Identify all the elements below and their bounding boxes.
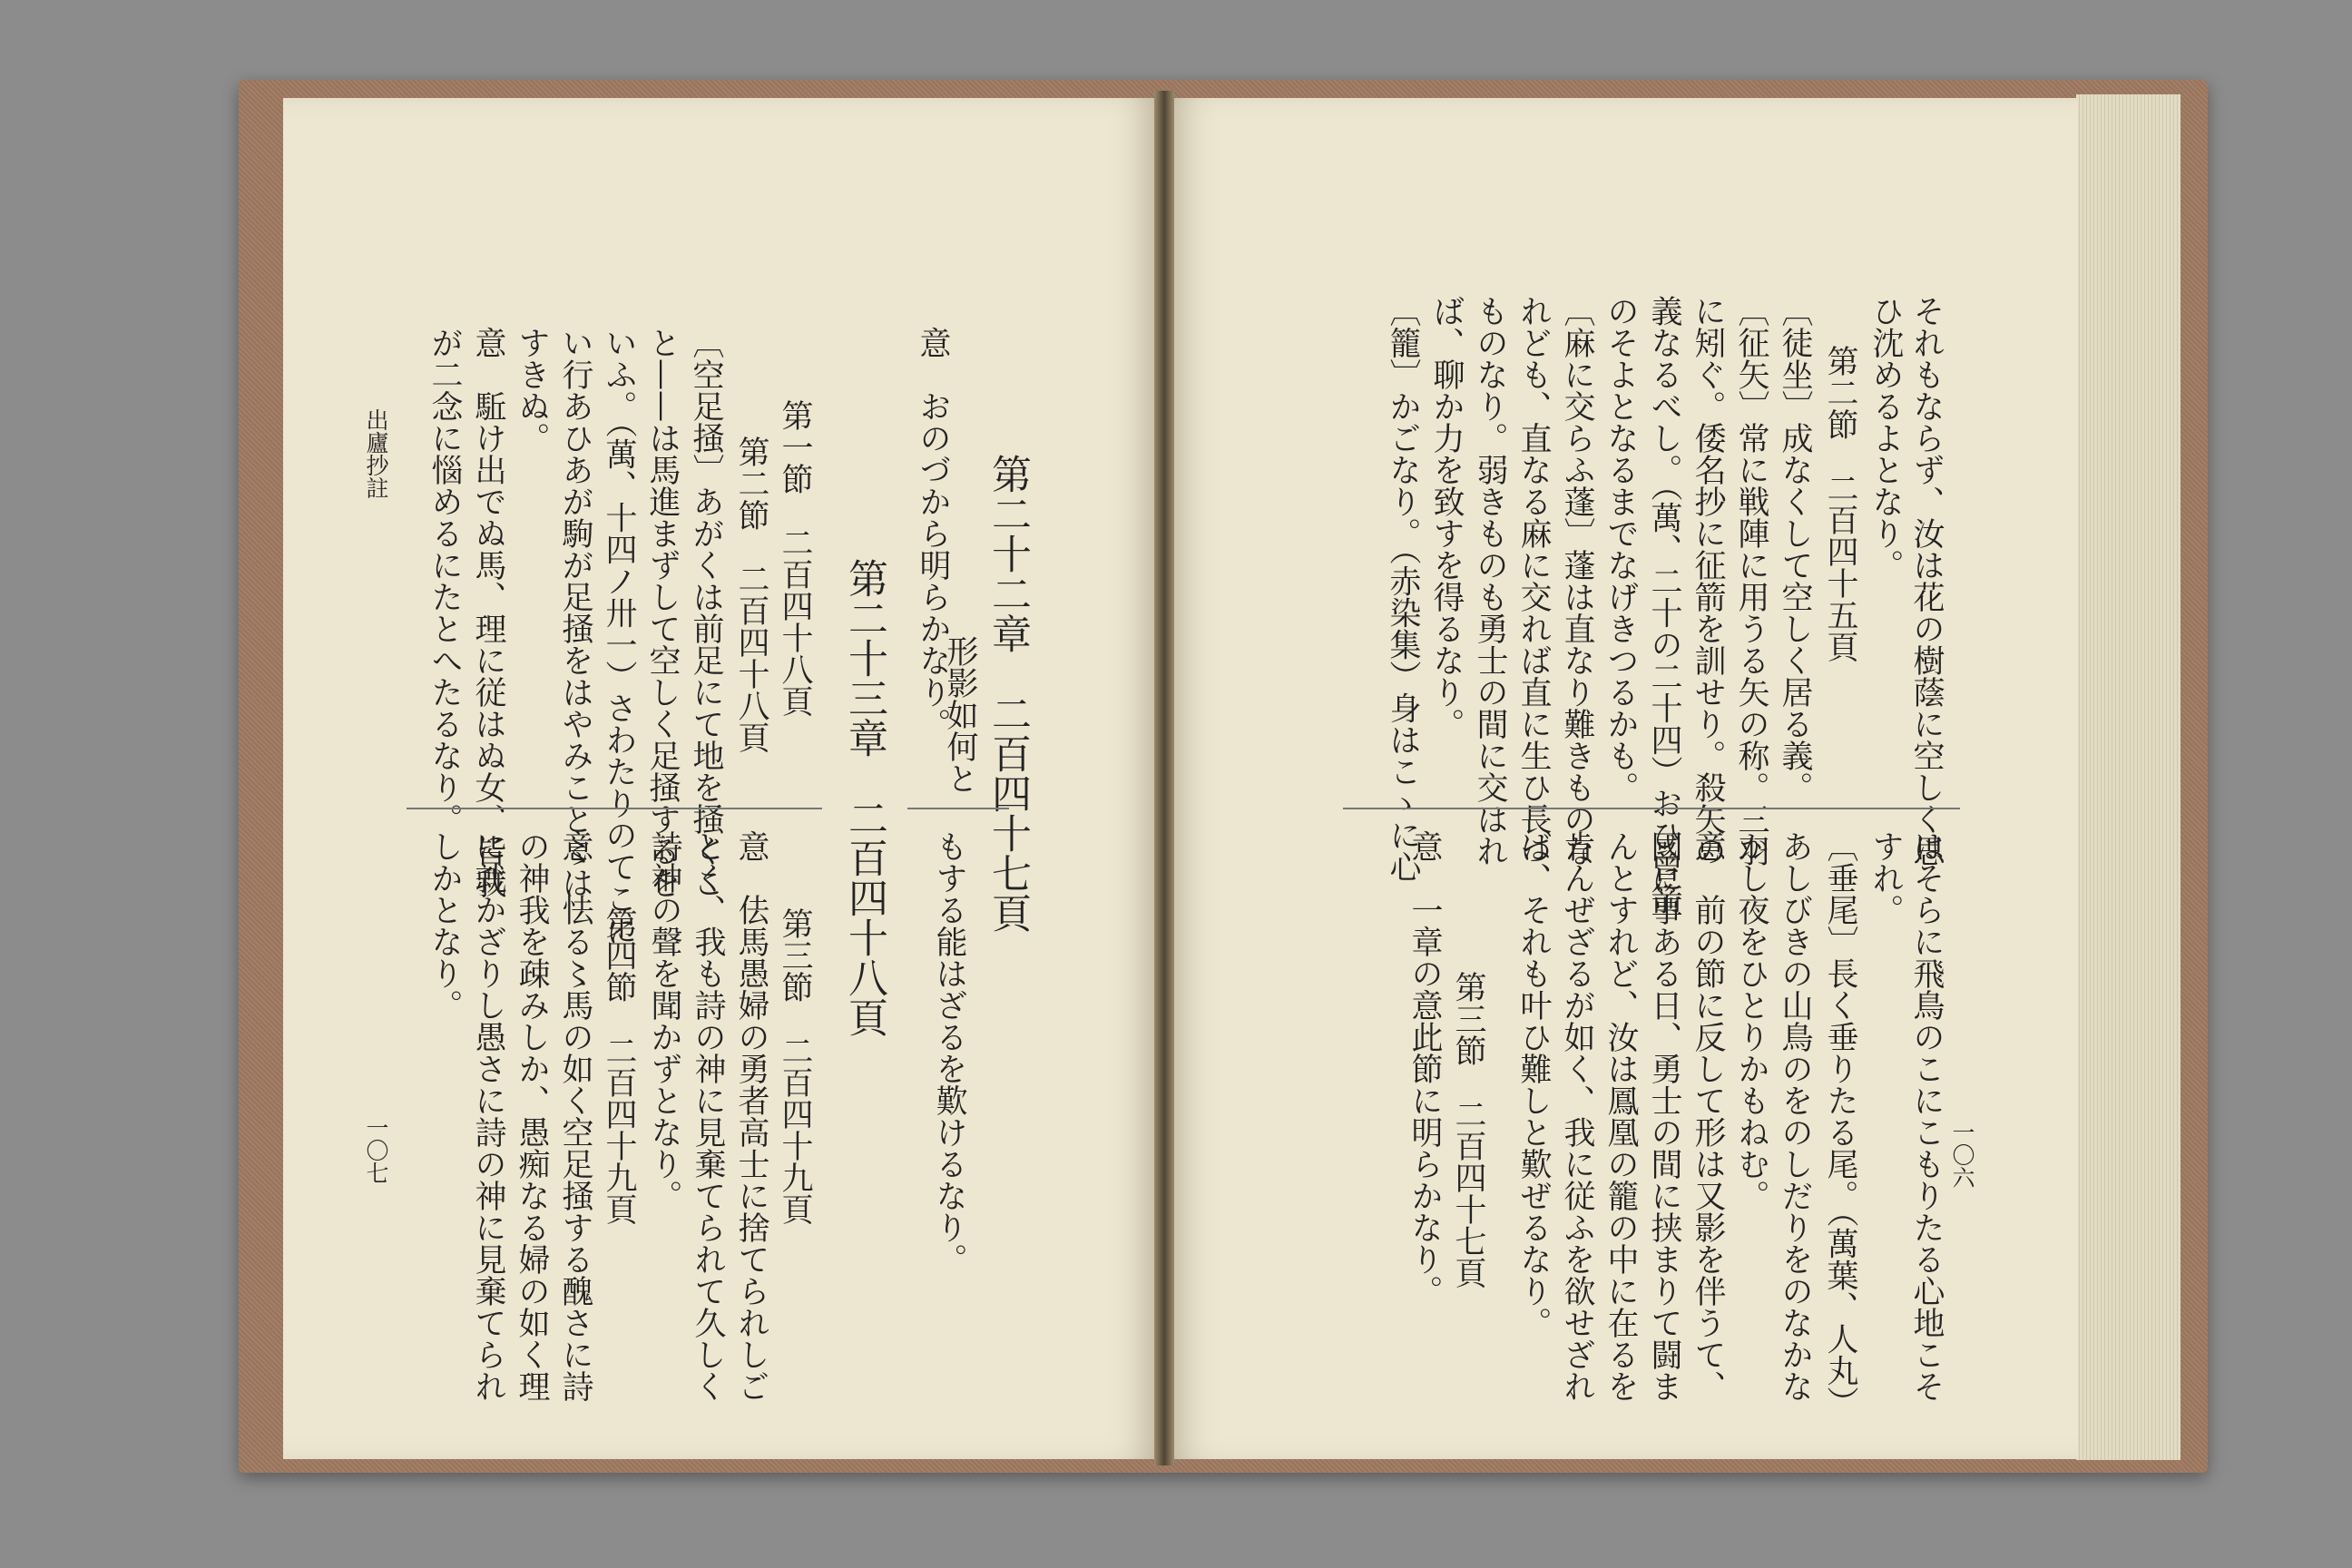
text-column: 意 おのづから明らかなり。 (915, 327, 951, 740)
text-column: ものなり。弱きものも勇士の間に交はれ (1472, 295, 1508, 867)
page-edges (2076, 94, 2180, 1460)
text-column: ひ沈めるよとなり。 (1867, 295, 1904, 581)
text-column: すれ。 (1867, 830, 1904, 926)
text-column: もする能はざるを歎けるなり。 (931, 830, 967, 1275)
text-column: 〔空足掻〕あがくは前足にて地を掻くこ (688, 327, 724, 898)
chapter-heading: 第二十二章 二百四十七頁 (985, 454, 1031, 933)
text-column: に就かざりし愚さに詩の神に見棄てられ (470, 830, 506, 1402)
text-column: はそらに飛鳥のこにこもりたる心地こそ (1908, 830, 1945, 1402)
text-column: と——は馬進まずして空しく足掻するを (644, 327, 681, 898)
section-heading: 第二節 二百四十八頁 (733, 436, 769, 753)
text-column: ば、それも叶ひ難しと歎ぜるなり。 (1515, 830, 1552, 1338)
text-column: 〔徒坐〕成なくして空しく居る義。 (1777, 295, 1813, 803)
running-title: 出廬抄註 (363, 408, 389, 499)
text-column: 意 前の節に反して形は又影を伴うて、 (1690, 830, 1726, 1402)
text-column: の神我を疎みしか、愚痴なる婦の如く理 (514, 830, 550, 1402)
text-column: 形影如何と (942, 635, 978, 794)
section-heading: 第二節 二百四十五頁 (1822, 345, 1858, 662)
text-column: 國に事ある日、勇士の間に挟まりて闘ま (1646, 830, 1682, 1402)
text-column: ば、聊か力を致すを得るなり。 (1428, 295, 1465, 740)
page-number-right: 一〇六 (1949, 1121, 1975, 1189)
text-column: に矧ぐ。倭名抄に征箭を訓せり。殺矢の (1690, 295, 1726, 867)
text-column: が二念に惱めるにたとへたるなり。 (426, 327, 463, 835)
divider-rule-right (1343, 808, 1960, 809)
text-column: 意 佉馬愚婦の勇者高士に捨てられしご (733, 830, 769, 1402)
page-number-left: 一〇七 (363, 1116, 389, 1184)
text-column: とく、我も詩の神に見棄てられて久しく (690, 830, 726, 1402)
text-column: 〔征矢〕常に戦陣に用うる矢の称。三羽 (1733, 295, 1769, 867)
divider-rule-left-a (407, 808, 822, 809)
text-column: あしびきの山鳥のをのしだりをのなかな (1777, 830, 1813, 1402)
text-column: 〔垂尾〕長く垂りたる尾。（萬葉、人丸） (1822, 830, 1858, 1418)
text-column: 意 怯る〻馬の如く空足掻する醜さに詩 (557, 830, 593, 1402)
divider-rule-left-b (907, 808, 1009, 809)
section-heading: 第三節 二百四十九頁 (777, 907, 813, 1225)
text-column: れども、直なる麻に交れば直に生ひ長つ (1515, 295, 1552, 867)
text-column: んとすれど、汝は鳳凰の籠の中に在るを (1602, 830, 1639, 1402)
text-column: しかとなり。 (426, 830, 463, 1021)
section-heading: 第三節 二百四十七頁 (1450, 971, 1486, 1289)
text-column: 肯んぜざるが如く、我に従ふを欲せざれ (1559, 830, 1595, 1402)
text-column: 詩神の聲を聞かずとなり。 (646, 830, 682, 1211)
text-column: のそよとなるまでなげきつるかも。 (1602, 295, 1639, 803)
text-column: 義なるべし。（萬、二十の二十四）おひ曾箭 (1646, 295, 1682, 915)
section-heading: 第一節 二百四十八頁 (777, 399, 813, 717)
text-column: それもならず、汝は花の樹蔭に空しく思 (1908, 295, 1945, 867)
text-column: すきぬ。 (514, 327, 550, 454)
text-column: 意 一章の意此節に明らかなり。 (1406, 830, 1443, 1307)
text-column: 〔麻に交らふ蓬〕蓬は直なり難きものな (1559, 295, 1595, 867)
section-heading: 第四節 二百四十九頁 (601, 907, 637, 1225)
chapter-heading: 第二十三章 二百四十八頁 (841, 558, 887, 1037)
text-column: かし夜をひとりかもねむ。 (1733, 830, 1769, 1211)
book-gutter (1154, 91, 1174, 1465)
text-column: いふ。（萬、十四ノ卅一）さわたりのてこに (601, 327, 637, 946)
text-column: 意 駈け出でぬ馬、理に従はぬ女、皆我 (470, 327, 506, 898)
text-column: 〔籠〕かごなり。（赤染集）身はこゝに心 (1385, 295, 1421, 883)
text-column: い行あひあが駒が足掻をはやみこと〻は (557, 327, 593, 898)
